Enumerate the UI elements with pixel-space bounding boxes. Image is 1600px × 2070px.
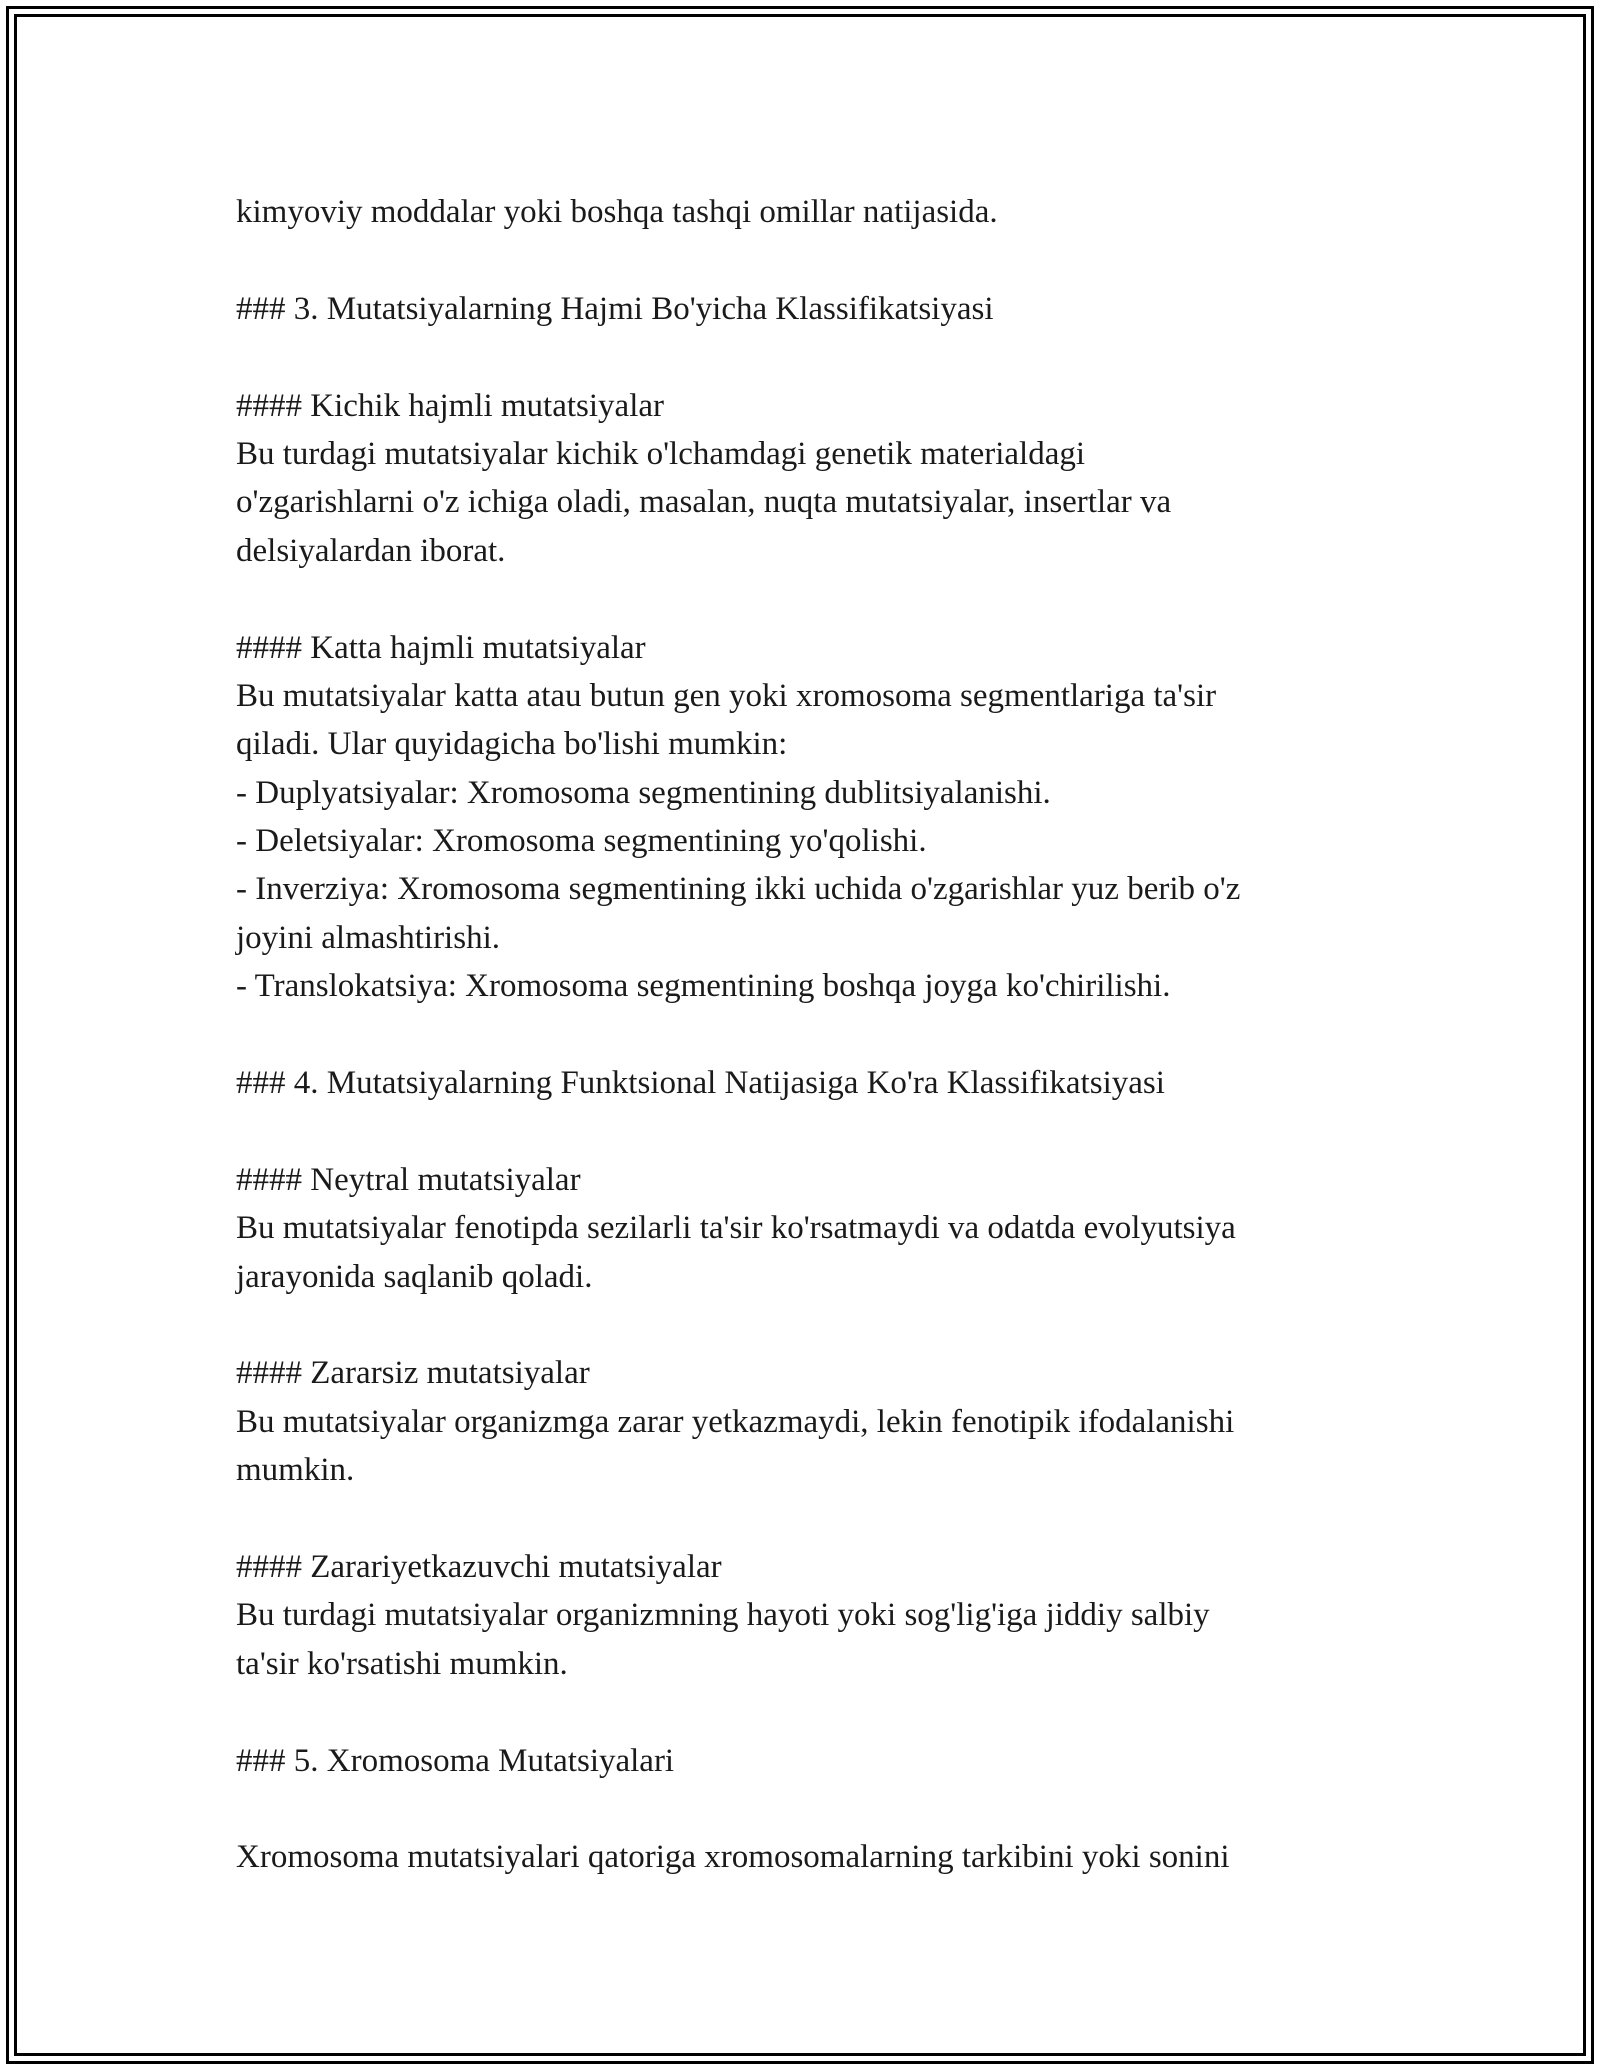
text-line: Bu turdagi mutatsiyalar kichik o'lchamdagi genetik materialdagi	[236, 435, 1086, 472]
heading-text: ### 4. Mutatsiyalarning Funktsional Natijasiga Ko'ra Klassifikatsiyasi	[236, 1065, 1165, 1102]
section-heading	[236, 1059, 1366, 1107]
blank-line	[236, 236, 1366, 284]
text-line: Bu turdagi mutatsiyalar organizmning hayoti yoki sog'lig'iga jiddiy salbiy	[236, 1597, 1210, 1634]
blank-line	[236, 1785, 1366, 1833]
paragraph	[236, 188, 1366, 236]
text-line: qiladi. Ular quyidagicha bo'lishi mumkin:	[236, 726, 788, 763]
subsection	[236, 1349, 1366, 1494]
subsection	[236, 1543, 1366, 1688]
subsection	[236, 1156, 1366, 1301]
subheading-text: #### Kichik hajmli mutatsiyalar	[236, 387, 665, 424]
subheading-text: #### Zararsiz mutatsiyalar	[236, 1355, 590, 1392]
text-line: mumkin.	[236, 1452, 355, 1489]
blank-line	[236, 1301, 1366, 1349]
subheading-text: #### Neytral mutatsiyalar	[236, 1161, 581, 1198]
text-line: delsiyalardan iborat.	[236, 532, 506, 569]
subheading-text: #### Zarariyetkazuvchi mutatsiyalar	[236, 1548, 722, 1585]
text-line: jarayonida saqlanib qoladi.	[236, 1258, 593, 1295]
blank-line	[236, 1495, 1366, 1543]
list-item: - Deletsiyalar: Xromosoma segmentining yo'qolishi.	[236, 823, 927, 860]
text-line: ta'sir ko'rsatishi mumkin.	[236, 1645, 568, 1682]
list-item: - Duplyatsiyalar: Xromosoma segmentining dublitsiyalanishi.	[236, 774, 1051, 811]
blank-line	[236, 1688, 1366, 1736]
document-body	[236, 188, 1366, 1882]
blank-line	[236, 1011, 1366, 1059]
paragraph	[236, 1833, 1366, 1881]
section-heading	[236, 1737, 1366, 1785]
list-item: - Translokatsiya: Xromosoma segmentining boshqa joyga ko'chirilishi.	[236, 968, 1171, 1005]
subheading-text: #### Katta hajmli mutatsiyalar	[236, 629, 646, 666]
text-line: Bu mutatsiyalar organizmga zarar yetkazmaydi, lekin fenotipik ifodalanishi	[236, 1403, 1235, 1440]
section-heading	[236, 285, 1366, 333]
text-line: kimyoviy moddalar yoki boshqa tashqi omillar natijasida.	[236, 194, 998, 230]
subsection	[236, 382, 1366, 576]
text-line: Bu mutatsiyalar katta atau butun gen yoki xromosoma segmentlariga ta'sir	[236, 677, 1217, 714]
heading-text: ### 5. Xromosoma Mutatsiyalari	[236, 1742, 675, 1779]
text-line: Bu mutatsiyalar fenotipda sezilarli ta'sir ko'rsatmaydi va odatda evolyutsiya	[236, 1210, 1236, 1247]
list-item: - Inverziya: Xromosoma segmentining ikki uchida o'zgarishlar yuz berib o'z	[236, 871, 1241, 908]
heading-text: ### 3. Mutatsiyalarning Hajmi Bo'yicha Klassifikatsiyasi	[236, 290, 994, 327]
subsection	[236, 624, 1366, 1011]
text-line: Xromosoma mutatsiyalari qatoriga xromosomalarning tarkibini yoki sonini	[236, 1839, 1230, 1876]
blank-line	[236, 575, 1366, 623]
text-line: joyini almashtirishi.	[236, 919, 500, 956]
text-line: o'zgarishlarni o'z ichiga oladi, masalan, nuqta mutatsiyalar, insertlar va	[236, 484, 1172, 521]
blank-line	[236, 1107, 1366, 1155]
blank-line	[236, 333, 1366, 381]
